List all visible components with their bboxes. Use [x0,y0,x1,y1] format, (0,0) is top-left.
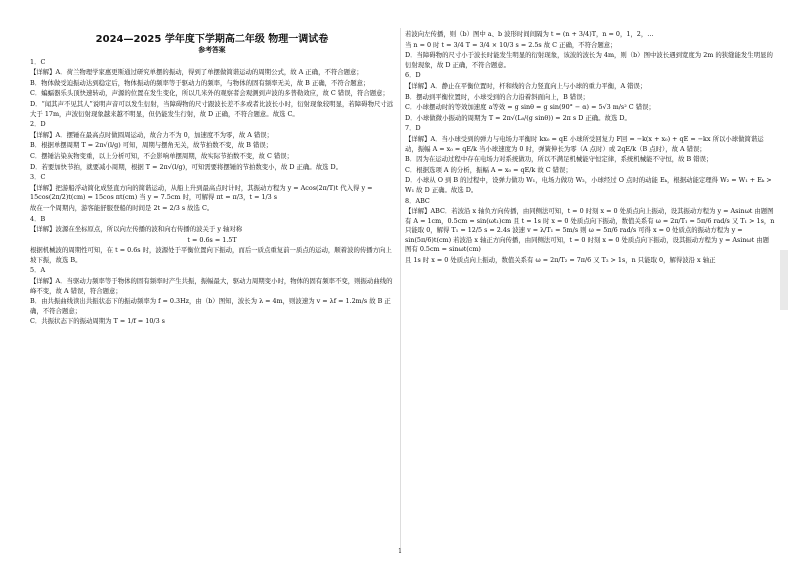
question-number: 1．C [30,57,46,66]
answer-paragraph: 【详解】波源在坐标原点，所以向左传播的波和向右传播的波关于 y 轴对称 [30,225,243,234]
answer-paragraph: 根据机械波的周期性可知，在 t = 0.6s 时，波源处于平衡位置向下振动，而后一质点重复前一质点的运动，顺着波的传播方向上坡下振，故选 B。 [30,246,392,264]
answer-paragraph: 【详解】A．荷兰物理学家惠更斯通过研究单摆的振动，得到了单摆做简谐运动的周期公式，故 A 正确，不符合题意； [30,68,363,77]
question-number: 6．D [405,71,421,80]
question-number: 7．D [405,124,421,133]
answer-paragraph: 【详解】把游船浮动简化成竖直方向的简谐运动，从船上升到最高点时计时，其振动方程为 y = Acos(2π/T)t 代入得 y = 15cos(2π/2)t(cm) = 15cos πt(cm) 当 y = 7.5cm 时，可解得 πt = π/3，t = 1/3 s [30,183,373,202]
answer-paragraph: B．因为在运动过程中存在电场力对系统做功，所以不满足机械能守恒定律，系统机械能不守恒，故 B 错误； [405,155,713,164]
answer-paragraph: C．摆锤沾染灰物变重，以上分析可知，不会影响单摆周期，故实际节拍数不变，故 C 错误； [30,151,294,160]
question-number: 2．D [30,120,46,129]
answer-paragraph: t = 0.6s = 1.5T [187,235,237,244]
answer-paragraph: 且 1s 时 x = 0 处质点向上振动，数值关系有 ω = 2π/T₂ = 7π/6 又 T₂ > 1s，n 只能取 0，解得波沿 x 轴正 [405,256,716,265]
right-column-content [405,30,775,266]
answer-paragraph: C．蝙蝠器乐头顶快速转动，声源的位置在发生变化，所以几米外的观察者会观测到声波的多普勒效应，故 C 错误，符合题意； [30,89,389,98]
question-number: 5．A [30,266,46,275]
answer-paragraph: B．物体做受迫振动达到稳定后，物体振动的频率等于驱动力的频率，与物体的固有频率无关，故 B 正确，不符合题意； [30,78,370,87]
exam-title: 2024—2025 学年度下学期高二年级 物理一调试卷 [95,34,329,45]
column-divider [400,28,401,548]
answer-paragraph: D．若要加快节拍，就要减小周期，根据 T = 2π√(l/g)，可知需要将摆锤的节拍数变小，故 D 正确。故选 D。 [30,162,343,171]
answer-paragraph: 【详解】ABC．若波沿 x 轴负方向传播，由同侧法可知，t = 0 时刻 x = 0 处质点向上振动，设其振动方程为 y = Asinωt 由题图有 A = 1cm，0.5cm = sin(ωt₁)cm 且 t = 1s 时 x = 0 处质点向下振动，数值关系有 ω = 2π/T₁ = 5π/6 rad/s 又 T₁ > 1s，n 只能取 0，解得 T₁ = 12/5 s = 2.4s 波速 v = λ/T₁ = 5m/s 则 ω = 5π/6 rad/s 可得 x = 0 处质点的振动方程为 y = sin(5π/6)t(cm) 若波沿 x 轴正方向传播，由同侧法可知，t = 0 时刻 x = 0 处质点向下振动，设其振动方程为 y = Asinωt 由题图有 0.5cm = sinωt(cm) [405,207,775,254]
answer-paragraph: C．根据选项 A 的分析，振幅 A = x₀ = qE/k 故 C 错误； [405,165,572,174]
answer-paragraph: C．共振状态下的振动周期为 T = 1/f = 10/3 s [30,317,165,326]
page-number: 1 [398,548,402,555]
answer-paragraph: D．“闻其声不见其人”说明声音可以发生衍射，当障碍物的尺寸跟波长差不多或者比波长小时，衍射现象较明显，若障碍物尺寸远大于 17m，声波衍射现象越来越不明显，但仍能发生行射，故 D 正确，不符合题意。故选 C。 [30,99,394,118]
answer-paragraph: 故在一个周期内，游客能舒服登船的时间是 2t = 2/3 s 故选 C。 [30,203,214,212]
left-column-content [30,58,394,327]
question-number: 4．B [30,214,46,223]
answer-paragraph: 若波向左传播，则（b）图中 a、b 波形时间间隔为 t = (n + 3/4)T，n = 0，1，2，… [405,30,654,38]
answer-paragraph: 【详解】A．静止在平衡位置时，杆和线的合力竖直向上与小球的重力平衡，A 错误； [405,81,647,90]
answer-paragraph: D．小球做微小振动的周期为 T = 2π√(L₀/(g sinθ)) = 2π s D 正确。故选 D。 [405,113,631,122]
answer-paragraph: B．摆动到平衡位置时，小球受到的合力沿着斜面向上，B 错误； [405,92,589,101]
right-column [405,30,775,267]
answer-paragraph: 【详解】A．当驱动力频率等于物体的固有频率时产生共振，振幅最大，驱动力周期变小时，物体的固有频率不变，则振动曲线的峰不变，故 A 错误，符合题意； [30,277,393,295]
answer-paragraph: B．根据单摆周期 T = 2π√(l/g) 可知，周期与摆角无关，故节拍数不变，故 B 错误； [30,141,273,150]
answer-paragraph: D．小球从 O 到 B 的过程中，设弹力做功 W₁，电场力做功 W₂，小球经过 O 点时的动能 Eₖ，根据动能定理得 W₂ = W₁ + Eₖ > W₁ 故 D 正确。故选 D。 [405,176,772,194]
answer-paragraph: D．当障碍物的尺寸小于波长时能发生明显的衍射现象，该波的波长为 4m，则（b）图中波长遇到宽度为 2m 的狭缝能发生明显的衍射现象，故 D 正确，不符合题意。 [405,51,773,69]
question-number: 8．ABC [405,196,430,205]
answer-paragraph: C．小球摆动时的等效加速度 a等效 = g sinθ = g sin(90° − α) = 5√3 m/s² C 错误； [405,103,655,112]
answer-key-heading: 参考答案 [198,46,226,54]
answer-paragraph: 当 n = 0 时 t = 3/4 T = 3/4 × 10/3 s = 2.5s 故 C 正确，不符合题意； [405,40,617,49]
page-edge-mark [780,250,788,310]
left-column [30,46,394,328]
question-number: 3．C [30,173,46,182]
answer-paragraph: 【详解】A．当小球受到的弹力与电场力平衡时 kx₀ = qE 小球所受回复力 F回 = −k(x + x₀) + qE = −kx 所以小球做简谐运动，振幅 A = x₀ = qE/k 当小球速度为 0 时，弹簧伸长为零（A 点时）或 2qE/k（B 点时），故 A 错误； [405,134,764,153]
answer-paragraph: B．由共振曲线读出共振状态下的振动频率为 f = 0.3Hz，由（b）图知，波长为 λ = 4m，则波速为 v = λf = 1.2m/s 故 B 正确，不符合题意； [30,297,391,315]
answer-paragraph: 【详解】A．摆锤在最高点时做圆周运动，故合力不为 0，加速度不为零，故 A 错误； [30,130,274,139]
